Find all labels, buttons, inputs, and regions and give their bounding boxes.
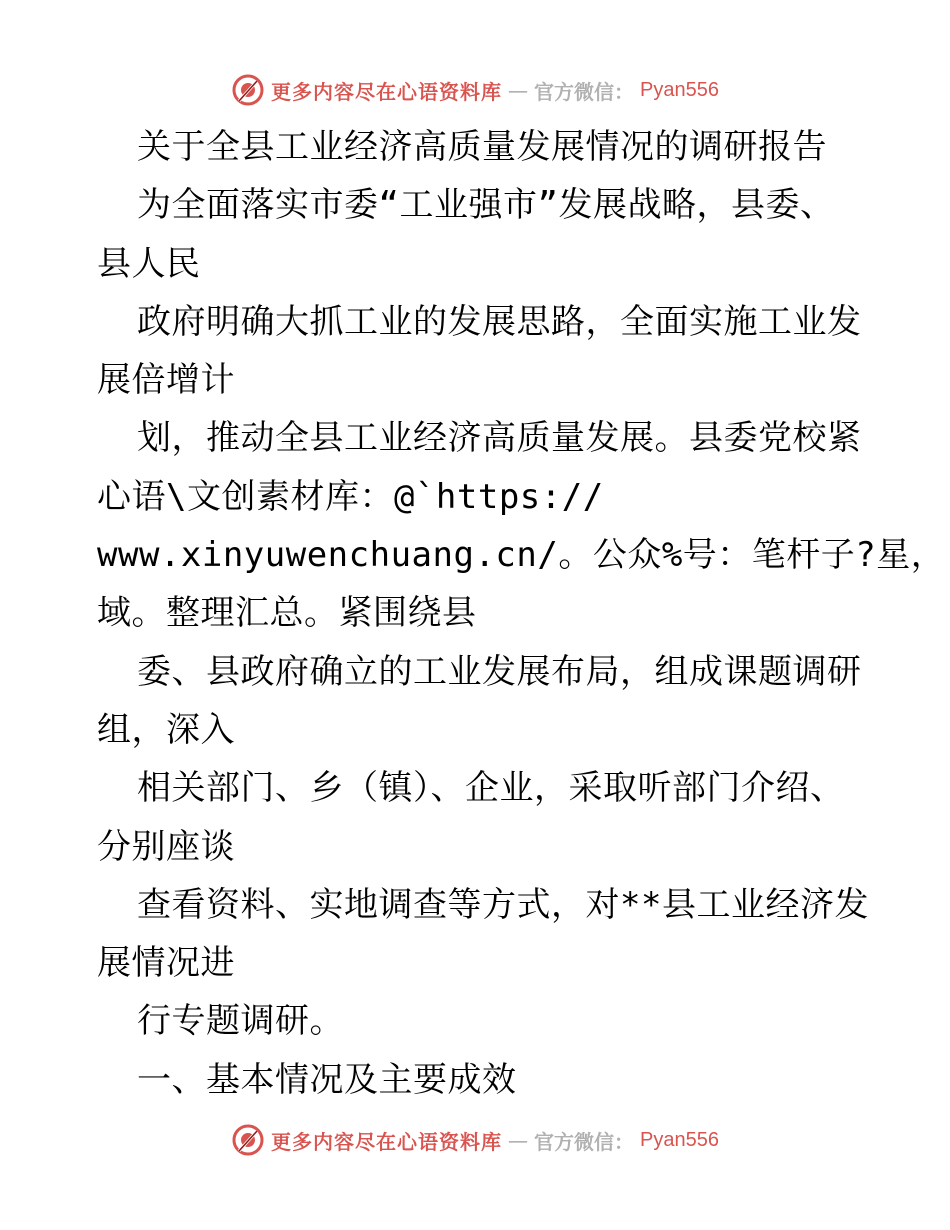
header-banner[interactable] <box>0 70 950 110</box>
text-line: 政府明确大抓工业的发展思路，全面实施工业发 <box>137 301 862 342</box>
text-line: 县人民 <box>97 243 201 284</box>
header-slogan: 更多内容尽在心语资料库 <box>271 79 503 104</box>
footer-dash: — <box>508 1128 529 1152</box>
pen-logo-icon <box>231 73 265 107</box>
header-wechat-label: 官方微信： <box>534 79 635 104</box>
header-dash: — <box>508 78 529 102</box>
header-wechat-id: Pyan556 <box>640 78 719 101</box>
footer-banner[interactable] <box>0 1120 950 1160</box>
text-line: 展情况进 <box>97 943 235 984</box>
footer-wechat-label: 官方微信： <box>534 1129 635 1154</box>
text-line: 展倍增计 <box>97 360 235 401</box>
pen-logo-icon <box>231 1123 265 1157</box>
text-line: 分别座谈 <box>97 826 235 867</box>
text-line: 查看资料、实地调查等方式，对**县工业经济发 <box>137 884 869 925</box>
text-line: 相关部门、乡（镇）、企业，采取听部门介绍、 <box>137 768 845 809</box>
footer-wechat-id: Pyan556 <box>640 1128 719 1151</box>
document-body <box>97 118 946 1109</box>
footer-slogan: 更多内容尽在心语资料库 <box>271 1129 503 1154</box>
text-line: 域。整理汇总。紧围绕县 <box>97 593 477 634</box>
section-heading: 一、基本情况及主要成效 <box>137 1059 517 1100</box>
text-line: 心语\文创素材库：@`https:// <box>97 476 604 517</box>
text-line: www.xinyuwenchuang.cn/。公众%号：笔杆子?星， <box>97 535 946 576</box>
document-title: 关于全县工业经济高质量发展情况的调研报告 <box>137 127 827 167</box>
text-line: 委、县政府确立的工业发展布局，组成课题调研 <box>137 651 862 692</box>
text-line: 行专题调研。 <box>137 1001 344 1042</box>
text-line: 划，推动全县工业经济高质量发展。县委党校紧 <box>137 418 862 459</box>
text-line: 组，深入 <box>97 709 235 750</box>
text-line: 为全面落实市委“工业强市”发展战略，县委、 <box>137 185 835 226</box>
